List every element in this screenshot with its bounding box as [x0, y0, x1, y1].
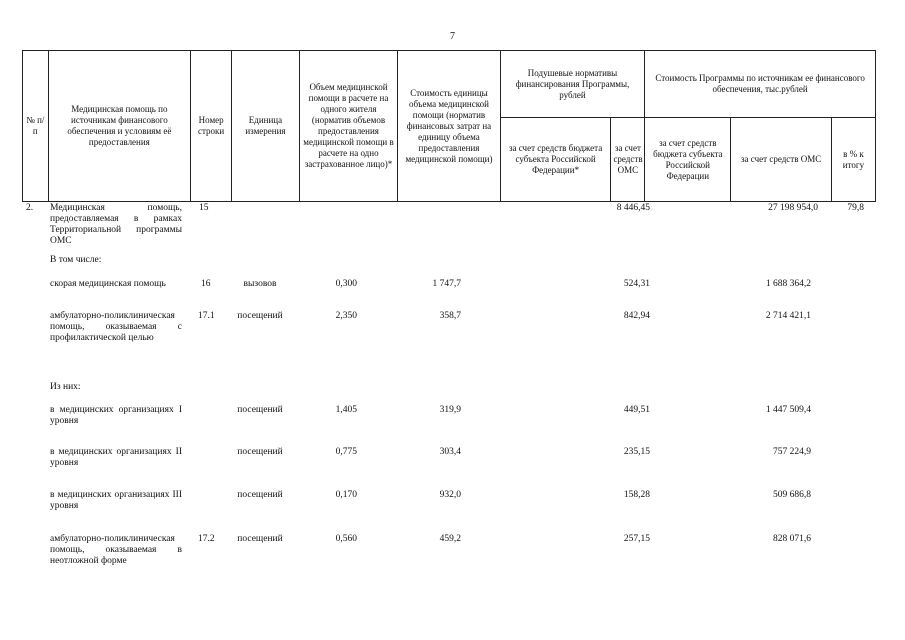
- row-norm-oms: 235,15: [623, 447, 650, 457]
- header-sub-budget2: за счет средств бюджета субъекта Российской Федерации: [645, 118, 731, 202]
- row-line: 17.1: [198, 311, 215, 321]
- row-norm-oms: 524,31: [623, 279, 650, 289]
- header-sub-oms: за счет средств ОМС: [611, 118, 645, 202]
- row-name: амбулаторно-поликлиническая помощь, оказываемая с профилактической целью: [50, 311, 182, 343]
- table-header: [22, 50, 876, 202]
- row-volume: 0,300: [335, 279, 357, 289]
- header-group-cost: Стоимость Программы по источникам ее финансового обеспечения, тыс.рублей: [645, 51, 876, 118]
- row-norm-oms: 842,94: [623, 311, 650, 321]
- row-cost: 459,2: [439, 534, 461, 544]
- header-line: Номер строки: [191, 51, 232, 202]
- row-norm-oms: 158,28: [623, 490, 650, 500]
- row-cost: 319,9: [439, 405, 461, 415]
- row-cost-oms: 757 224,9: [773, 447, 811, 457]
- row-line: 16: [201, 279, 211, 289]
- row-volume: 1,405: [335, 405, 357, 415]
- row-unit: посещений: [237, 405, 283, 415]
- row-name: Медицинская помощь, предоставляемая в рамках Территориальной программы ОМС: [50, 203, 182, 246]
- header-name: Медицинская помощь по источникам финансового обеспечения и условиям её предоставления: [48, 51, 191, 202]
- header-sub-budget: за счет средств бюджета субъекта Российской Федерации*: [500, 118, 611, 202]
- row-unit: посещений: [237, 534, 283, 544]
- header-num: № п/п: [23, 51, 49, 202]
- row-norm-oms: 8 446,45: [616, 203, 650, 213]
- header-group-norms: Подушевые нормативы финансирования Программы, рублей: [500, 51, 645, 118]
- row-volume: 0,560: [335, 534, 357, 544]
- header-sub-oms2: за счет средств ОМС: [731, 118, 831, 202]
- row-cost-oms: 1 688 364,2: [765, 279, 811, 289]
- header-unit: Единица измерения: [232, 51, 300, 202]
- row-name: в медицинских организациях II уровня: [50, 447, 182, 468]
- row-num: 2.: [26, 203, 34, 213]
- row-cost: 1 747,7: [432, 279, 461, 289]
- row-cost: 303,4: [439, 447, 461, 457]
- row-name: В том числе:: [50, 255, 102, 265]
- row-unit: посещений: [237, 311, 283, 321]
- row-unit: посещений: [237, 447, 283, 457]
- header-volume: Объем медицинской помощи в расчете на одного жителя (норматив объемов предоставления медицинской помощи в расчете на одно застрахованное лицо)*: [299, 51, 397, 202]
- row-name: в медицинских организациях III уровня: [50, 490, 182, 511]
- row-norm-oms: 257,15: [623, 534, 650, 544]
- row-volume: 2,350: [335, 311, 357, 321]
- row-pct: 79,8: [847, 203, 864, 213]
- row-unit: посещений: [237, 490, 283, 500]
- row-norm-oms: 449,51: [623, 405, 650, 415]
- row-cost-oms: 27 198 954,0: [768, 203, 818, 213]
- row-cost-oms: 828 071,6: [773, 534, 811, 544]
- row-name: скорая медицинская помощь: [50, 279, 166, 289]
- row-line: 15: [199, 203, 209, 213]
- row-volume: 0,775: [335, 447, 357, 457]
- page-number: 7: [450, 31, 455, 42]
- row-name: Из них:: [50, 382, 81, 392]
- row-cost-oms: 2 714 421,1: [765, 311, 811, 321]
- row-line: 17.2: [198, 534, 215, 544]
- header-cost: Стоимость единицы объема медицинской помощи (норматив финансовых затрат на единицу объема предоставления медицинской помощи): [398, 51, 501, 202]
- row-volume: 0,170: [335, 490, 357, 500]
- row-name: в медицинских организациях I уровня: [50, 405, 182, 426]
- row-unit: вызовов: [243, 279, 277, 289]
- row-cost-oms: 1 447 509,4: [765, 405, 811, 415]
- row-cost-oms: 509 686,8: [773, 490, 811, 500]
- row-cost: 358,7: [439, 311, 461, 321]
- row-name: амбулаторно-поликлиническая помощь, оказываемая в неотложной форме: [50, 534, 182, 566]
- header-sub-pct: в % к итогу: [831, 118, 875, 202]
- row-cost: 932,0: [439, 490, 461, 500]
